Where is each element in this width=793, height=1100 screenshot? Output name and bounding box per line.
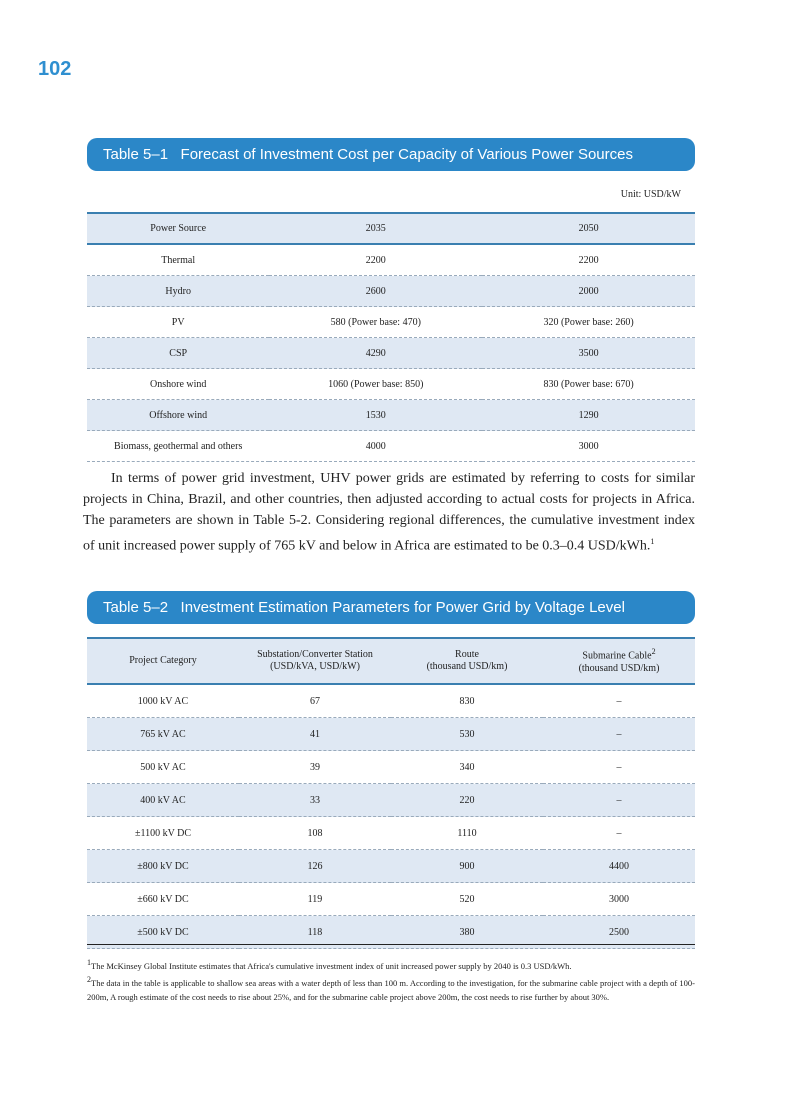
footnote-ref: 2	[651, 646, 656, 656]
table-row	[87, 369, 695, 400]
table-cell: 900	[391, 850, 543, 883]
table-cell: 2200	[269, 244, 482, 276]
footnote-1	[87, 956, 695, 973]
table-cell: 3000	[482, 431, 695, 462]
table-cell: 1290	[482, 400, 695, 431]
footnote-ref: 1	[650, 537, 655, 546]
footnote-2	[87, 973, 695, 1004]
table-row	[87, 400, 695, 431]
table-cell: 580 (Power base: 470)	[269, 307, 482, 338]
column-header: 2050	[482, 213, 695, 244]
table1-unit: Unit: USD/kW	[620, 189, 681, 200]
footnote-divider	[87, 944, 695, 945]
paragraph-text: In terms of power grid investment, UHV power grids are estimated by referring to costs for similar projects in China, Brazil, and other countries, then adjusted according to actual costs for projects in Africa. The parameters are shown in Table 5-2. Considering regional differences, the cumulative investment index of unit increased power supply of 765 kV and below in Africa are estimated to be 0.3–0.4 USD/kWh.	[83, 471, 695, 554]
column-header: 2035	[269, 213, 482, 244]
column-header	[87, 638, 239, 684]
table-cell: ±500 kV DC	[87, 916, 239, 949]
page-number: 102	[38, 58, 72, 80]
table-cell: 67	[239, 684, 391, 718]
table-cell: ±1100 kV DC	[87, 817, 239, 850]
table-cell: 520	[391, 883, 543, 916]
footnote-mark: 2	[87, 975, 91, 985]
table-cell: 1110	[391, 817, 543, 850]
table-cell: 320 (Power base: 260)	[482, 307, 695, 338]
table-row	[87, 276, 695, 307]
table-row	[87, 817, 695, 850]
table-row	[87, 684, 695, 718]
table-row	[87, 718, 695, 751]
table-row	[87, 431, 695, 462]
column-header	[391, 638, 543, 684]
table-cell: –	[543, 784, 695, 817]
table1	[87, 212, 695, 462]
table-cell: 530	[391, 718, 543, 751]
table-row	[87, 338, 695, 369]
header-text: Substation/Converter Station	[257, 648, 373, 660]
column-header	[543, 638, 695, 684]
table-cell: 4000	[269, 431, 482, 462]
table-cell: 830 (Power base: 670)	[482, 369, 695, 400]
table-cell: 380	[391, 916, 543, 949]
table-cell: –	[543, 751, 695, 784]
table-cell: –	[543, 684, 695, 718]
header-text: Project Category	[129, 654, 197, 666]
header-text: Route	[455, 648, 479, 660]
column-header	[239, 638, 391, 684]
table-cell: Thermal	[87, 244, 269, 276]
table-cell: –	[543, 718, 695, 751]
table-cell: ±800 kV DC	[87, 850, 239, 883]
table-row	[87, 883, 695, 916]
table-cell: 2200	[482, 244, 695, 276]
header-text: Submarine Cable	[582, 650, 652, 662]
table-row	[87, 307, 695, 338]
table-cell: 3500	[482, 338, 695, 369]
footnotes	[87, 956, 695, 1004]
table-cell: 765 kV AC	[87, 718, 239, 751]
table-cell: 220	[391, 784, 543, 817]
table-cell: 4290	[269, 338, 482, 369]
table-cell: Onshore wind	[87, 369, 269, 400]
table-cell: CSP	[87, 338, 269, 369]
table-cell: 1000 kV AC	[87, 684, 239, 718]
table2-title: Table 5–2 Investment Estimation Parameters for Power Grid by Voltage Level	[87, 591, 695, 624]
body-paragraph	[83, 468, 695, 557]
table-cell: ±660 kV DC	[87, 883, 239, 916]
table-cell: 108	[239, 817, 391, 850]
header-subtext: (USD/kVA, USD/kW)	[270, 661, 360, 672]
table-cell: 830	[391, 684, 543, 718]
table1-title: Table 5–1 Forecast of Investment Cost per Capacity of Various Power Sources	[87, 138, 695, 171]
table-row	[87, 751, 695, 784]
table-cell: 1060 (Power base: 850)	[269, 369, 482, 400]
table-cell: 500 kV AC	[87, 751, 239, 784]
table2	[87, 637, 695, 949]
table-cell: 118	[239, 916, 391, 949]
table-cell: 4400	[543, 850, 695, 883]
table-cell: 2500	[543, 916, 695, 949]
table-cell: 126	[239, 850, 391, 883]
column-header: Power Source	[87, 213, 269, 244]
table-row	[87, 784, 695, 817]
table-cell: Offshore wind	[87, 400, 269, 431]
footnote-text: The data in the table is applicable to shallow sea areas with a water depth of less than 100 m. According to the investigation, for the submarine cable project with a depth of 100-200m, A rough estimate of the cost needs to rise about 25%, and for the submarine cable project above 200m, the cost needs to rise further by about 30%.	[87, 978, 695, 1002]
table-cell: 119	[239, 883, 391, 916]
table-cell: 41	[239, 718, 391, 751]
table-cell: 33	[239, 784, 391, 817]
table-row	[87, 244, 695, 276]
table-cell: Hydro	[87, 276, 269, 307]
table-cell: 3000	[543, 883, 695, 916]
table-cell: –	[543, 817, 695, 850]
table-cell: 39	[239, 751, 391, 784]
footnote-mark: 1	[87, 958, 91, 967]
table-cell: 1530	[269, 400, 482, 431]
table-row	[87, 850, 695, 883]
table-cell: 340	[391, 751, 543, 784]
header-subtext: (thousand USD/km)	[578, 662, 660, 674]
header-subtext: (thousand USD/km)	[426, 661, 508, 672]
table-cell: 2600	[269, 276, 482, 307]
table-cell: Biomass, geothermal and others	[87, 431, 269, 462]
table-cell: 400 kV AC	[87, 784, 239, 817]
table-cell: PV	[87, 307, 269, 338]
footnote-text: The McKinsey Global Institute estimates that Africa's cumulative investment index of unit increased power supply by 2040 is 0.3 USD/kWh.	[91, 960, 572, 971]
table-cell: 2000	[482, 276, 695, 307]
